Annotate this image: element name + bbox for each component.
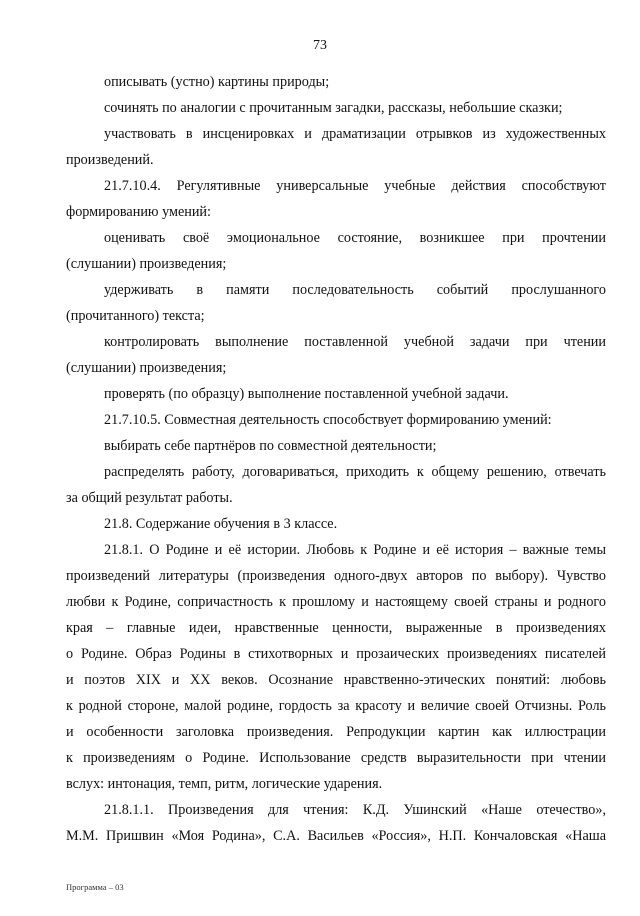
text-line: произведений литературы (произведения одного-двух авторов по выбору). Чувство bbox=[66, 568, 606, 584]
text-line: и особенности заголовка произведения. Репродукции картин как иллюстрации bbox=[66, 724, 606, 740]
text-line: 21.7.10.5. Совместная деятельность способствует формированию умений: bbox=[104, 412, 552, 428]
text-line: оценивать своё эмоциональное состояние, возникшее при прочтении bbox=[104, 230, 606, 246]
text-line: проверять (по образцу) выполнение поставленной учебной задачи. bbox=[104, 386, 509, 402]
text-line: М.М. Пришвин «Моя Родина», С.А. Васильев «Россия», Н.П. Кончаловская «Наша bbox=[66, 828, 606, 844]
text-line: описывать (устно) картины природы; bbox=[104, 74, 330, 90]
text-line: и поэтов XIX и XX веков. Осознание нравственно-этических понятий: любовь bbox=[66, 672, 606, 688]
text-line: края – главные идеи, нравственные ценности, выраженные в произведениях bbox=[66, 620, 606, 636]
text-line: формированию умений: bbox=[66, 204, 211, 220]
text-line: (слушании) произведения; bbox=[66, 256, 227, 272]
text-line: 21.8.1. О Родине и её истории. Любовь к Родине и её история – важные темы bbox=[104, 542, 606, 558]
text-line: 21.8. Содержание обучения в 3 классе. bbox=[104, 516, 338, 532]
text-line: вслух: интонация, темп, ритм, логические ударения. bbox=[66, 776, 383, 792]
text-line: 21.8.1.1. Произведения для чтения: К.Д. Ушинский «Наше отечество», bbox=[104, 802, 606, 818]
text-line: контролировать выполнение поставленной учебной задачи при чтении bbox=[104, 334, 606, 350]
page-footer: Программа – 03 bbox=[66, 882, 124, 892]
text-line: любви к Родине, сопричастность к прошлому и настоящему своей страны и родного bbox=[66, 594, 606, 610]
text-line: распределять работу, договариваться, приходить к общему решению, отвечать bbox=[104, 464, 606, 480]
text-line: (слушании) произведения; bbox=[66, 360, 227, 376]
text-line: удерживать в памяти последовательность событий прослушанного bbox=[104, 282, 606, 298]
text-line: выбирать себе партнёров по совместной деятельности; bbox=[104, 438, 437, 454]
text-line: за общий результат работы. bbox=[66, 490, 233, 506]
text-line: к произведениям о Родине. Использование средств выразительности при чтении bbox=[66, 750, 606, 766]
text-line: участвовать в инсценировках и драматизации отрывков из художественных bbox=[104, 126, 606, 142]
text-line: к родной стороне, малой родине, гордость за красоту и величие своей Отчизны. Роль bbox=[66, 698, 606, 714]
text-line: (прочитанного) текста; bbox=[66, 308, 205, 324]
text-line: сочинять по аналогии с прочитанным загадки, рассказы, небольшие сказки; bbox=[104, 100, 563, 116]
text-line: 21.7.10.4. Регулятивные универсальные учебные действия способствуют bbox=[104, 178, 606, 194]
text-line: произведений. bbox=[66, 152, 154, 168]
page-number: 73 bbox=[313, 38, 327, 53]
text-line: о Родине. Образ Родины в стихотворных и прозаических произведениях писателей bbox=[66, 646, 606, 662]
